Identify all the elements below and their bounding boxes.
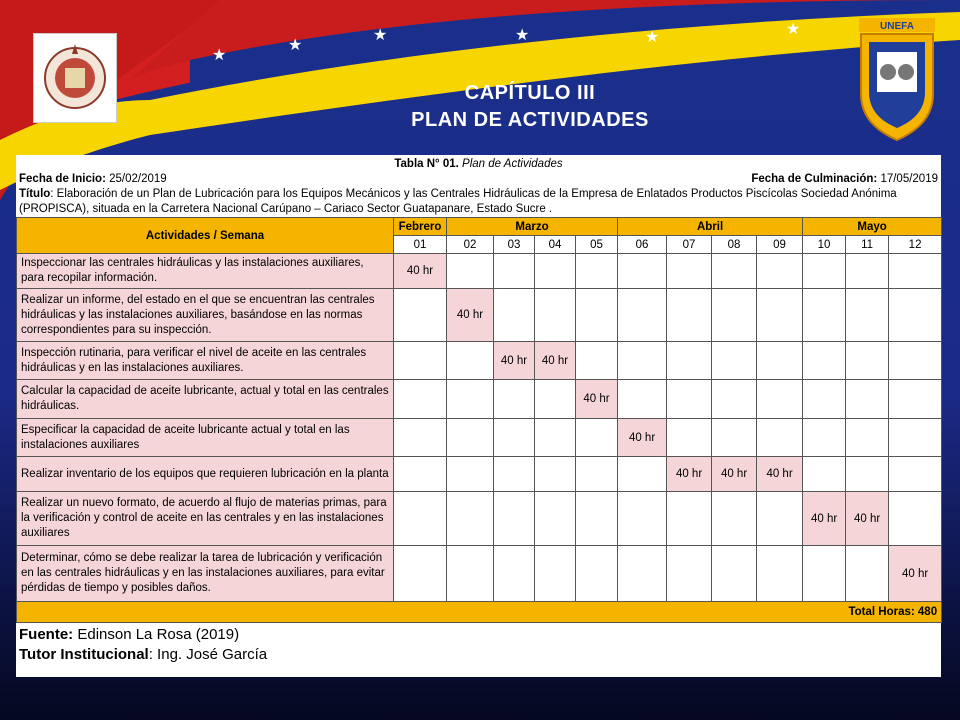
week-hours-cell: 40 hr <box>712 457 757 492</box>
week-hours-cell <box>494 289 535 342</box>
week-hours-cell <box>535 492 576 546</box>
week-hours-cell <box>576 492 618 546</box>
table-row <box>17 254 942 289</box>
week-hours-cell <box>712 546 757 602</box>
week-hours-cell <box>712 492 757 546</box>
svg-text:★: ★ <box>515 25 530 44</box>
week-hours-cell <box>576 289 618 342</box>
table-row <box>17 380 942 419</box>
week-header: 10 <box>803 236 846 254</box>
week-hours-cell <box>494 254 535 289</box>
week-hours-cell <box>889 492 942 546</box>
week-header: 07 <box>667 236 712 254</box>
week-hours-cell <box>394 457 447 492</box>
month-marzo: Marzo <box>447 218 618 236</box>
week-hours-cell <box>889 457 942 492</box>
week-hours-cell <box>535 254 576 289</box>
table-row <box>17 546 942 602</box>
week-hours-cell <box>889 380 942 419</box>
week-hours-cell <box>803 380 846 419</box>
week-header: 09 <box>757 236 803 254</box>
week-hours-cell: 40 hr <box>447 289 494 342</box>
week-hours-cell: 40 hr <box>394 254 447 289</box>
table-row <box>17 492 942 546</box>
table-caption-text: Plan de Actividades <box>462 158 563 170</box>
week-hours-cell <box>494 546 535 602</box>
week-hours-cell <box>394 342 447 380</box>
week-hours-cell <box>447 546 494 602</box>
source-footer <box>16 623 941 667</box>
project-title <box>19 187 938 217</box>
week-hours-cell <box>757 546 803 602</box>
week-hours-cell <box>618 289 667 342</box>
week-hours-cell <box>667 492 712 546</box>
week-hours-cell <box>846 419 889 457</box>
week-hours-cell <box>667 289 712 342</box>
week-hours-cell <box>447 254 494 289</box>
week-hours-cell: 40 hr <box>757 457 803 492</box>
source-label: Fuente: <box>19 626 74 643</box>
week-hours-cell <box>667 342 712 380</box>
institution-emblem-left <box>33 33 117 123</box>
week-hours-cell <box>846 546 889 602</box>
week-header: 01 <box>394 236 447 254</box>
activity-plan-document <box>16 155 941 677</box>
week-hours-cell <box>394 289 447 342</box>
week-header: 06 <box>618 236 667 254</box>
week-hours-cell <box>576 254 618 289</box>
week-hours-cell <box>494 492 535 546</box>
week-hours-cell <box>447 457 494 492</box>
week-hours-cell <box>618 457 667 492</box>
start-date <box>19 172 167 187</box>
week-hours-cell <box>494 419 535 457</box>
week-hours-cell <box>535 546 576 602</box>
week-hours-cell: 40 hr <box>576 380 618 419</box>
chapter-title: CAPÍTULO III <box>464 82 596 104</box>
week-hours-cell <box>846 342 889 380</box>
week-hours-cell <box>889 419 942 457</box>
week-header: 12 <box>889 236 942 254</box>
total-hours: Total Horas: 480 <box>17 602 942 623</box>
week-hours-cell <box>494 380 535 419</box>
week-hours-cell <box>712 380 757 419</box>
week-hours-cell <box>576 342 618 380</box>
section-title: PLAN DE ACTIVIDADES <box>411 109 649 131</box>
week-hours-cell <box>712 419 757 457</box>
week-hours-cell <box>712 342 757 380</box>
week-hours-cell <box>846 457 889 492</box>
unefa-logo <box>855 14 939 144</box>
week-hours-cell <box>757 254 803 289</box>
week-hours-cell <box>667 254 712 289</box>
month-header-row <box>17 218 942 236</box>
week-header: 05 <box>576 236 618 254</box>
week-hours-cell <box>889 342 942 380</box>
tutor-line <box>19 645 938 665</box>
week-header: 03 <box>494 236 535 254</box>
source-line <box>19 625 938 645</box>
activity-description: Especificar la capacidad de aceite lubricante actual y total en las instalaciones auxiliares <box>17 419 394 457</box>
week-header: 08 <box>712 236 757 254</box>
slide-title <box>330 82 730 132</box>
week-hours-cell <box>757 419 803 457</box>
activity-plan-table <box>16 217 942 623</box>
week-hours-cell <box>712 289 757 342</box>
table-row <box>17 419 942 457</box>
week-hours-cell <box>667 419 712 457</box>
week-hours-cell <box>618 546 667 602</box>
end-date <box>751 172 938 187</box>
week-hours-cell <box>889 289 942 342</box>
week-hours-cell <box>394 492 447 546</box>
project-title-label: Título <box>19 188 51 200</box>
week-hours-cell: 40 hr <box>535 342 576 380</box>
tutor-value: : Ing. José García <box>148 646 268 663</box>
week-hours-cell <box>618 254 667 289</box>
month-mayo: Mayo <box>803 218 942 236</box>
week-hours-cell <box>803 289 846 342</box>
week-header: 04 <box>535 236 576 254</box>
week-hours-cell <box>757 492 803 546</box>
week-hours-cell <box>618 380 667 419</box>
week-hours-cell <box>846 380 889 419</box>
week-hours-cell <box>803 457 846 492</box>
unefa-logo-text: UNEFA <box>880 21 914 32</box>
table-number: Tabla N° 01. <box>394 158 459 170</box>
week-hours-cell <box>576 546 618 602</box>
table-row <box>17 289 942 342</box>
week-hours-cell: 40 hr <box>846 492 889 546</box>
week-hours-cell: 40 hr <box>494 342 535 380</box>
week-hours-cell <box>667 380 712 419</box>
week-header: 11 <box>846 236 889 254</box>
week-hours-cell <box>803 419 846 457</box>
svg-text:★: ★ <box>288 35 303 54</box>
week-hours-cell <box>535 289 576 342</box>
activities-column-header: Actividades / Semana <box>17 218 394 254</box>
week-hours-cell <box>535 457 576 492</box>
week-hours-cell <box>494 457 535 492</box>
week-hours-cell <box>447 342 494 380</box>
week-hours-cell <box>447 380 494 419</box>
total-row <box>17 602 942 623</box>
week-hours-cell <box>846 289 889 342</box>
week-hours-cell <box>576 457 618 492</box>
month-abril: Abril <box>618 218 803 236</box>
week-hours-cell <box>757 380 803 419</box>
week-hours-cell <box>803 546 846 602</box>
week-hours-cell <box>803 254 846 289</box>
activity-rows <box>17 254 942 602</box>
week-hours-cell <box>618 492 667 546</box>
svg-text:★: ★ <box>786 19 801 38</box>
dates-row <box>19 172 938 187</box>
week-hours-cell <box>667 546 712 602</box>
week-hours-cell <box>394 380 447 419</box>
week-hours-cell: 40 hr <box>803 492 846 546</box>
start-date-value: 25/02/2019 <box>109 173 167 185</box>
table-row <box>17 457 942 492</box>
week-hours-cell <box>803 342 846 380</box>
week-header: 02 <box>447 236 494 254</box>
week-hours-cell: 40 hr <box>618 419 667 457</box>
table-row <box>17 342 942 380</box>
start-date-label: Fecha de Inicio: <box>19 173 106 185</box>
week-hours-cell: 40 hr <box>667 457 712 492</box>
week-hours-cell <box>889 254 942 289</box>
svg-text:★: ★ <box>212 45 227 64</box>
tutor-label: Tutor Institucional <box>19 646 149 663</box>
end-date-label: Fecha de Culminación: <box>751 173 878 185</box>
week-hours-cell <box>757 289 803 342</box>
table-caption <box>19 157 938 172</box>
week-hours-cell <box>394 546 447 602</box>
end-date-value: 17/05/2019 <box>880 173 938 185</box>
svg-text:★: ★ <box>645 27 660 46</box>
project-title-text: : Elaboración de un Plan de Lubricación para los Equipos Mecánicos y las Centrales Hidráulicas de la Empresa de Enlatados Productos Piscícolas Sociedad Anónima (PROPISCA), situada en la Carretera Nacional Carúpano – Cariaco Sector Guatapanare, Estado Sucre . <box>19 188 897 215</box>
activity-description: Calcular la capacidad de aceite lubricante, actual y total en las centrales hidráulicas. <box>17 380 394 419</box>
activity-description: Realizar inventario de los equipos que requieren lubricación en la planta <box>17 457 394 492</box>
week-hours-cell: 40 hr <box>889 546 942 602</box>
activity-description: Realizar un nuevo formato, de acuerdo al flujo de materias primas, para la verificación y control de aceite en las centrales y en las instalaciones auxiliares <box>17 492 394 546</box>
month-febrero: Febrero <box>394 218 447 236</box>
week-hours-cell <box>394 419 447 457</box>
week-hours-cell <box>447 492 494 546</box>
week-hours-cell <box>712 254 757 289</box>
activity-description: Realizar un informe, del estado en el que se encuentran las centrales hidráulicas y las instalaciones auxiliares, basándose en las normas correspondientes para su inspección. <box>17 289 394 342</box>
activity-description: Inspeccionar las centrales hidráulicas y las instalaciones auxiliares, para recopilar información. <box>17 254 394 289</box>
source-value: Edinson La Rosa (2019) <box>77 626 240 643</box>
activity-description: Determinar, cómo se debe realizar la tarea de lubricación y verificación en las centrales hidráulicas y en las instalaciones auxiliares, para evitar pérdidas de tiempo y posibles daños. <box>17 546 394 602</box>
svg-text:★: ★ <box>373 25 388 44</box>
week-hours-cell <box>757 342 803 380</box>
week-hours-cell <box>576 419 618 457</box>
week-hours-cell <box>535 419 576 457</box>
week-hours-cell <box>846 254 889 289</box>
week-hours-cell <box>535 380 576 419</box>
activity-description: Inspección rutinaria, para verificar el nivel de aceite en las centrales hidráulicas y en las instalaciones auxiliares. <box>17 342 394 380</box>
table-header-info <box>16 155 941 217</box>
week-hours-cell <box>447 419 494 457</box>
week-hours-cell <box>618 342 667 380</box>
